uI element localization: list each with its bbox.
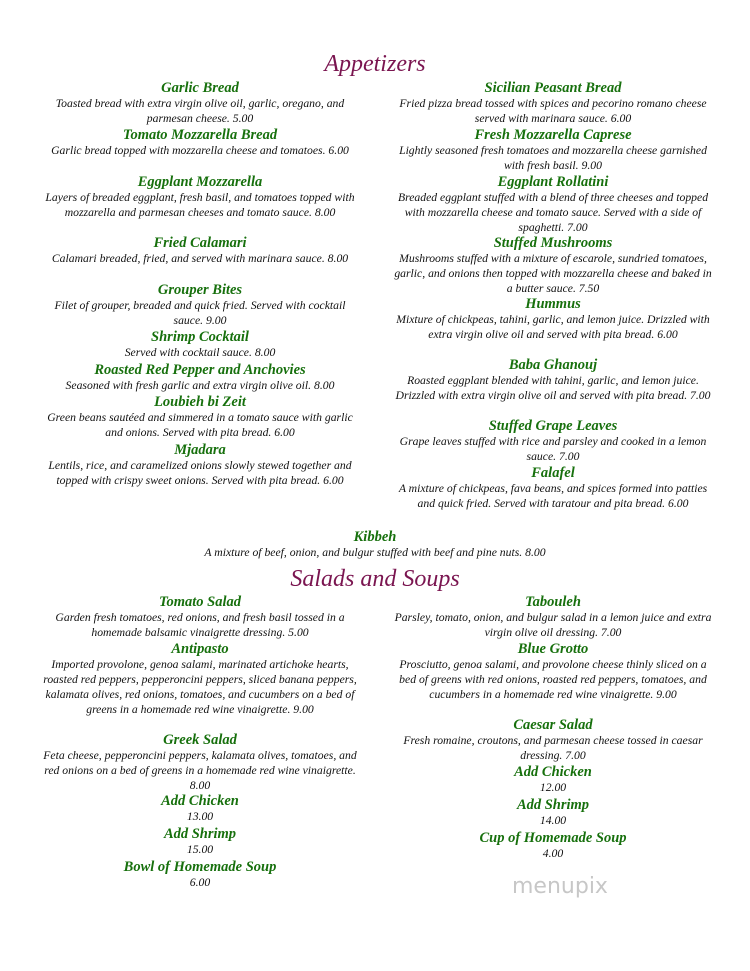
item-name: Falafel	[531, 465, 575, 481]
menu-item	[393, 80, 713, 127]
item-desc: Breaded eggplant stuffed with a blend of three cheeses and topped with mozzarella cheese and tomato sauce. Served with a side of spaghetti. 7.00	[397, 191, 709, 234]
item-desc: Green beans sautéed and simmered in a tomato sauce with garlic and onions. Served with pita bread. 6.00	[47, 411, 353, 439]
menu-item	[393, 797, 713, 830]
item-name: Grouper Bites	[157, 282, 243, 298]
menu-item	[40, 127, 360, 174]
item-desc: Fried pizza bread tossed with spices and pecorino romano cheese served with marinara sauce. 6.00	[399, 97, 707, 125]
menu-item	[393, 641, 713, 717]
item-name: Caesar Salad	[513, 717, 593, 733]
menu-item	[393, 465, 713, 527]
salads-title: Salads and Soups	[290, 566, 460, 592]
menu-item	[393, 418, 713, 465]
item-desc: 13.00	[186, 810, 214, 823]
item-desc: 12.00	[539, 781, 567, 794]
item-desc: Garden fresh tomatoes, red onions, and fresh basil tossed in a homemade balsamic vinaigrette dressing. 5.00	[55, 611, 345, 639]
item-name: Loubieh bi Zeit	[154, 394, 246, 410]
item-name: Tomato Salad	[158, 594, 242, 610]
item-name: Kibbeh	[353, 529, 397, 545]
item-desc: 14.00	[539, 814, 567, 827]
item-desc: Served with cocktail sauce. 8.00	[124, 346, 276, 359]
menu-item	[40, 641, 360, 732]
item-name: Roasted Red Pepper and Anchovies	[94, 362, 306, 378]
menu-item	[393, 127, 713, 174]
item-name: Fresh Mozzarella Caprese	[474, 127, 632, 143]
item-name: Sicilian Peasant Bread	[484, 80, 622, 96]
item-name: Cup of Homemade Soup	[479, 830, 627, 846]
menu-item	[393, 764, 713, 797]
item-name: Greek Salad	[163, 732, 237, 748]
item-desc: Calamari breaded, fried, and served with marinara sauce. 8.00	[51, 252, 349, 265]
item-desc: Filet of grouper, breaded and quick fried. Served with cocktail sauce. 9.00	[54, 299, 346, 327]
salads-right-column	[393, 594, 713, 863]
item-desc: Toasted bread with extra virgin olive oil, garlic, oregano, and parmesan cheese. 5.00	[55, 97, 345, 125]
appetizers-right-column	[393, 80, 713, 527]
menu-item	[40, 282, 360, 329]
item-name: Stuffed Mushrooms	[493, 235, 613, 251]
item-desc: Roasted eggplant blended with tahini, garlic, and lemon juice. Drizzled with extra virgin olive oil and served with pita bread. 7.00	[395, 374, 711, 402]
item-name: Tabouleh	[525, 594, 581, 610]
menu-item	[40, 732, 360, 793]
menu-item-centered	[0, 529, 750, 560]
item-desc: A mixture of beef, onion, and bulgur stuffed with beef and pine nuts. 8.00	[204, 546, 546, 559]
menu-item	[40, 793, 360, 826]
item-desc: Mixture of chickpeas, tahini, garlic, and lemon juice. Drizzled with extra virgin olive oil and served with pita bread. 6.00	[396, 313, 710, 341]
item-name: Eggplant Rollatini	[497, 174, 609, 190]
appetizers-title: Appetizers	[324, 51, 426, 77]
menu-item	[40, 394, 360, 442]
menu-item	[40, 80, 360, 127]
item-desc: Lentils, rice, and caramelized onions slowly stewed together and topped with crispy sweet onions. Served with pita bread. 6.00	[48, 459, 352, 487]
menu-item	[393, 174, 713, 235]
menu-item	[40, 442, 360, 504]
item-desc: Feta cheese, pepperoncini peppers, kalamata olives, tomatoes, and red onions on a bed of greens in a homemade red wine vinaigrette. 8.00	[43, 749, 357, 792]
item-name: Add Shrimp	[163, 826, 237, 842]
item-name: Add Chicken	[514, 764, 592, 780]
item-desc: 15.00	[186, 843, 214, 856]
item-desc: Fresh romaine, croutons, and parmesan cheese tossed in caesar dressing. 7.00	[403, 734, 703, 762]
salads-left-column	[40, 594, 360, 892]
item-name: Add Chicken	[161, 793, 239, 809]
item-desc: Seasoned with fresh garlic and extra virgin olive oil. 8.00	[65, 379, 335, 392]
menu-item	[393, 235, 713, 296]
item-name: Add Shrimp	[516, 797, 590, 813]
menu-item	[393, 830, 713, 863]
item-desc: A mixture of chickpeas, fava beans, and spices formed into patties and quick fried. Served with taratour and pita bread. 6.00	[398, 482, 708, 510]
item-desc: Garlic bread topped with mozzarella cheese and tomatoes. 6.00	[51, 144, 349, 157]
item-name: Bowl of Homemade Soup	[123, 859, 277, 875]
menu-item	[393, 594, 713, 641]
item-desc: Prosciutto, genoa salami, and provolone cheese thinly sliced on a bed of greens with red onions, roasted red peppers, tomatoes, and cucumbers in a homemade red wine vinaigrette. 9.00	[399, 658, 707, 701]
menupix-watermark: menupix	[512, 874, 608, 899]
menu-item	[393, 296, 713, 357]
item-desc: 4.00	[542, 847, 564, 860]
item-name: Shrimp Cocktail	[151, 329, 249, 345]
menu-item	[393, 717, 713, 764]
item-name: Eggplant Mozzarella	[137, 174, 263, 190]
item-desc: Parsley, tomato, onion, and bulgur salad in a lemon juice and extra virgin olive oil dressing. 7.00	[394, 611, 712, 639]
item-desc: Layers of breaded eggplant, fresh basil, and tomatoes topped with mozzarella and parmesan cheeses and tomato sauce. 8.00	[45, 191, 355, 219]
item-name: Mjadara	[174, 442, 226, 458]
item-desc: Lightly seasoned fresh tomatoes and mozzarella cheese garnished with fresh basil. 9.00	[399, 144, 707, 172]
menu-item	[40, 859, 360, 892]
item-name: Baba Ghanouj	[508, 357, 598, 373]
menu-item	[40, 362, 360, 394]
item-name: Garlic Bread	[161, 80, 239, 96]
item-desc: Imported provolone, genoa salami, marinated artichoke hearts, roasted red peppers, pepperoncini peppers, sliced banana peppers, kalamata olives, red onions, tomatoes, and cucumbers on a bed of greens in a homemade red wine vinaigrette. 9.00	[43, 658, 357, 716]
item-desc: Grape leaves stuffed with rice and parsley and cooked in a lemon sauce. 7.00	[399, 435, 707, 463]
appetizers-left-column	[40, 80, 360, 504]
menu-item	[40, 826, 360, 859]
item-desc: 6.00	[189, 876, 211, 889]
item-name: Tomato Mozzarella Bread	[122, 127, 278, 143]
item-name: Hummus	[525, 296, 581, 312]
menu-item	[40, 329, 360, 362]
item-name: Fried Calamari	[153, 235, 247, 251]
menu-item	[393, 357, 713, 418]
menu-item	[40, 594, 360, 641]
menu-item	[40, 174, 360, 235]
menu-item	[40, 235, 360, 282]
item-name: Stuffed Grape Leaves	[488, 418, 618, 434]
item-name: Blue Grotto	[517, 641, 589, 657]
item-name: Antipasto	[171, 641, 229, 657]
item-desc: Mushrooms stuffed with a mixture of escarole, sundried tomatoes, garlic, and onions then topped with mozzarella cheese and baked in a butter sauce. 7.50	[394, 252, 712, 295]
